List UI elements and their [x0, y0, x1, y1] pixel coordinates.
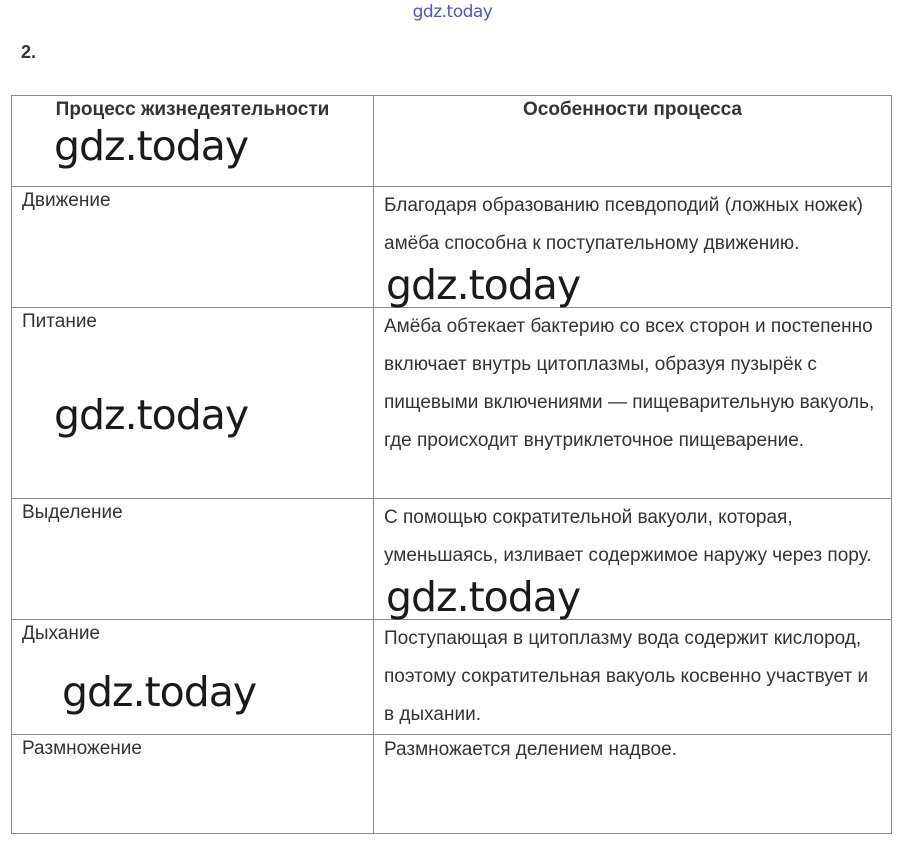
header-feature — [374, 96, 892, 187]
watermark: gdz.today — [54, 122, 249, 170]
cell-feature — [374, 499, 892, 620]
cell-process — [12, 499, 374, 620]
table-row — [12, 735, 892, 834]
table-header-row — [12, 96, 892, 187]
process-name: Питание — [22, 311, 97, 332]
watermark: gdz.today — [386, 573, 581, 621]
watermark: gdz.today — [386, 261, 581, 309]
cell-feature — [374, 308, 892, 499]
process-feature: Благодаря образованию псевдоподий (ложных ножек) амёба способна к поступательному движению. — [384, 195, 863, 254]
cell-process — [12, 308, 374, 499]
header-process-label: Процесс жизнедеятельности — [55, 99, 330, 120]
cell-feature — [374, 735, 892, 834]
cell-feature — [374, 187, 892, 308]
process-feature: Амёба обтекает бактерию со всех сторон и постепенно включает внутрь цитоплазмы, образуя пузырёк с пищевыми включениями — пищеварительную вакуоль, где происходит внутриклеточное пищеварение. — [384, 316, 875, 451]
table-row — [12, 620, 892, 735]
cell-process — [12, 735, 374, 834]
header-feature-label: Особенности процесса — [522, 99, 742, 120]
watermark: gdz.today — [54, 391, 249, 439]
process-name: Дыхание — [22, 623, 101, 644]
process-table — [11, 95, 892, 834]
process-feature: С помощью сократительной вакуоли, которая, уменьшаясь, изливает содержимое наружу через пору. — [384, 507, 872, 566]
task-number: 2. — [21, 42, 37, 62]
process-name: Движение — [22, 190, 111, 211]
cell-feature — [374, 620, 892, 735]
cell-process — [12, 620, 374, 735]
header-process — [12, 96, 374, 187]
table-row — [12, 308, 892, 499]
process-feature: Поступающая в цитоплазму вода содержит кислород, поэтому сократительная вакуоль косвенно участвует и в дыхании. — [384, 628, 869, 725]
watermark-top: gdz.today — [412, 2, 493, 22]
table-row — [12, 499, 892, 620]
table-row — [12, 187, 892, 308]
process-name: Размножение — [22, 738, 142, 759]
process-name: Выделение — [22, 502, 123, 523]
watermark: gdz.today — [62, 668, 257, 716]
cell-process — [12, 187, 374, 308]
process-feature: Размножается делением надвое. — [384, 739, 677, 760]
